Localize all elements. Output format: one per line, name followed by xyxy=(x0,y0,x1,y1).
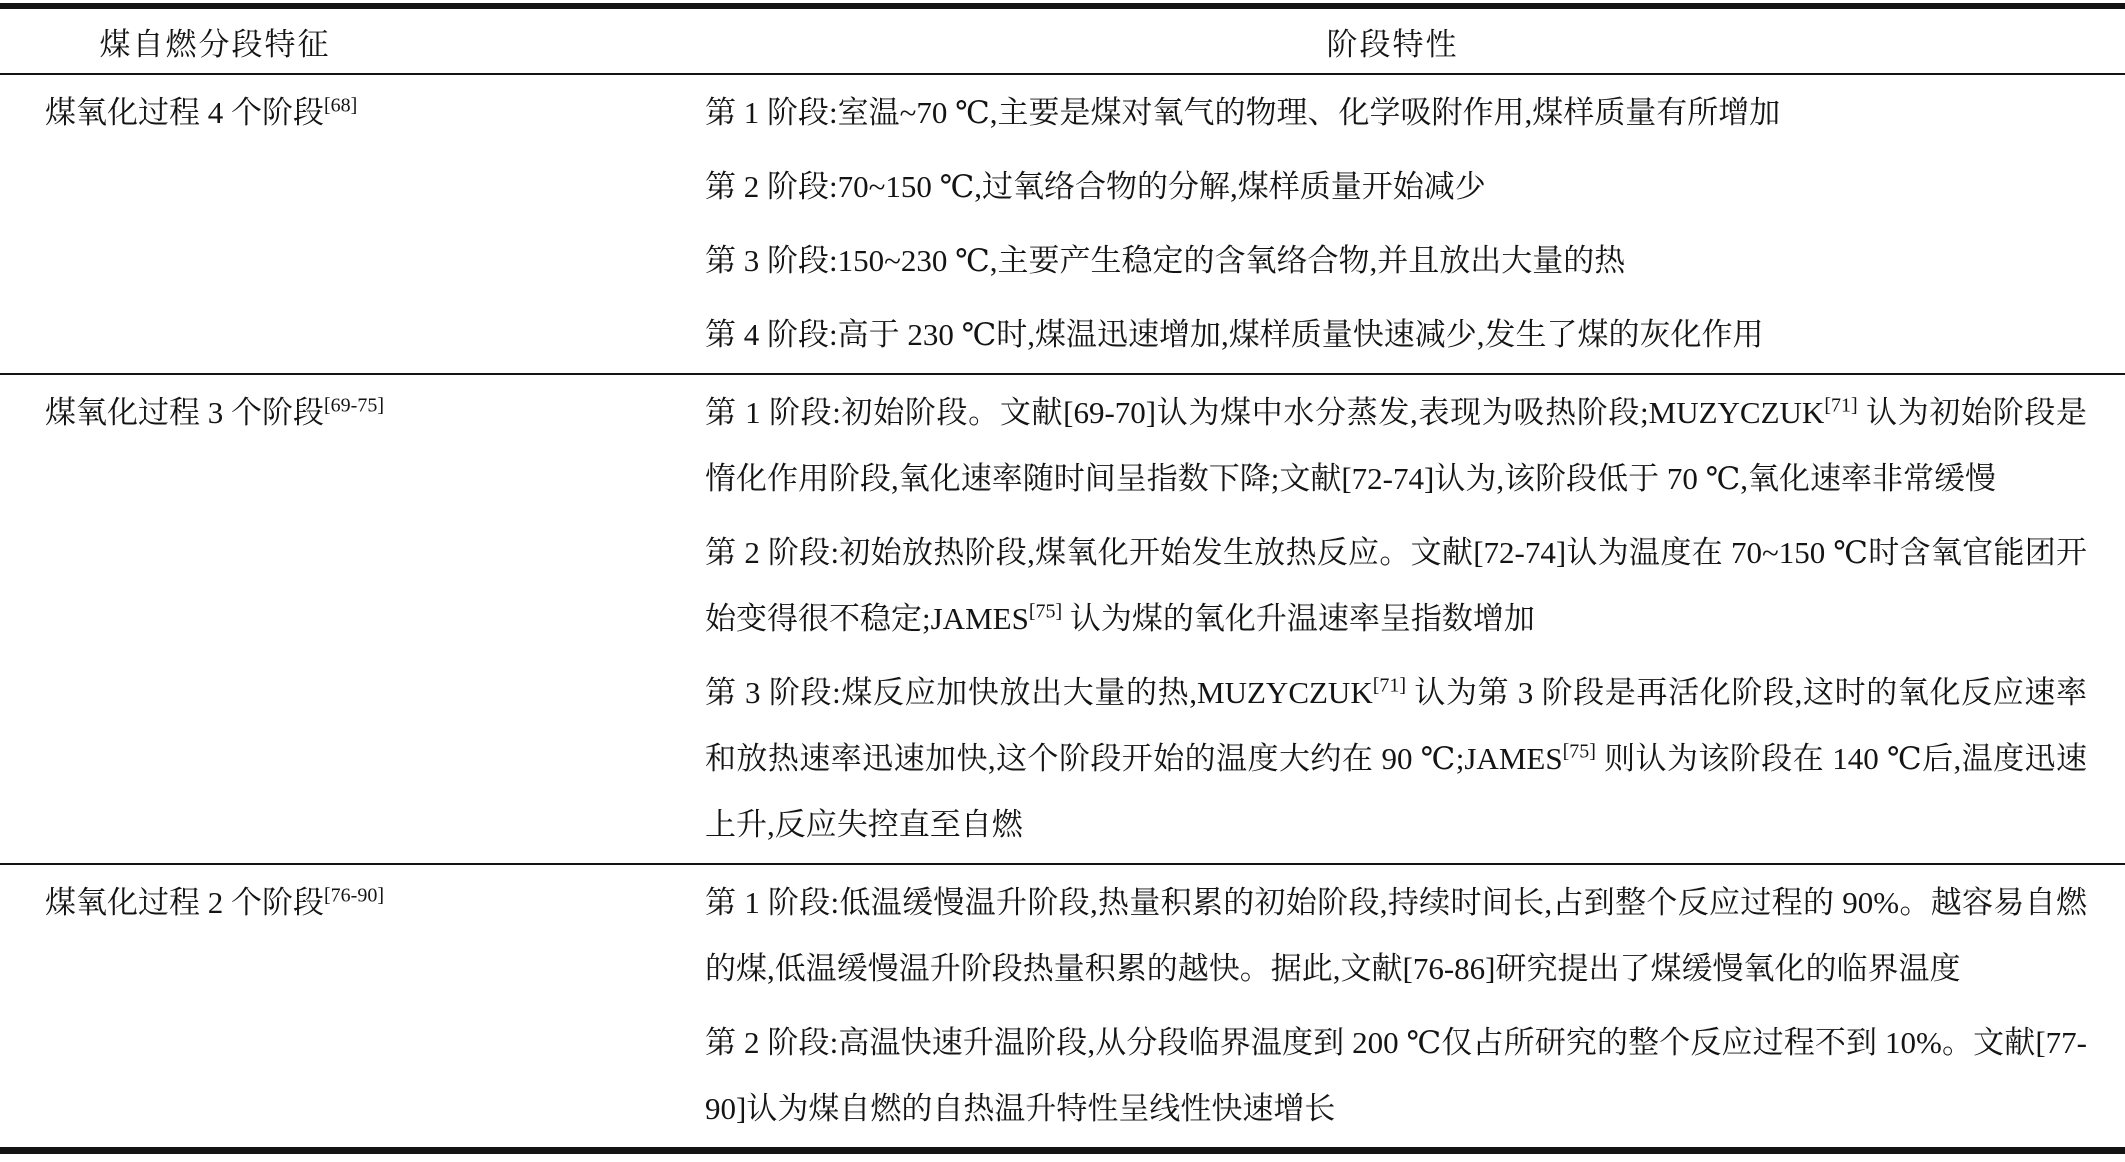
stage-paragraph: 第 1 阶段:室温~70 ℃,主要是煤对氧气的物理、化学吸附作用,煤样质量有所增加 xyxy=(705,95,1781,130)
stage-paragraph: 第 2 阶段:70~150 ℃,过氧络合物的分解,煤样质量开始减少 xyxy=(705,169,1486,204)
header-col-stage-characteristics: 阶段特性 xyxy=(1326,26,1459,62)
row-label xyxy=(0,865,660,1147)
row-stage-descriptions xyxy=(660,75,2125,373)
row-label xyxy=(0,375,660,863)
reference-superscript: [75] xyxy=(1562,740,1596,763)
row-label-text: 煤氧化过程 2 个阶段 xyxy=(45,885,324,920)
stage-paragraph: 第 1 阶段:低温缓慢温升阶段,热量积累的初始阶段,持续时间长,占到整个反应过程的 90%。越容易自燃的煤,低温缓慢温升阶段热量积累的越快。据此,文献[76-86]研究提出了煤缓慢氧化的临界温度 xyxy=(705,885,2087,986)
stage-paragraph: 第 1 阶段:初始阶段。文献[69-70]认为煤中水分蒸发,表现为吸热阶段;MUZYCZUK[71] 认为初始阶段是惰化作用阶段,氧化速率随时间呈指数下降;文献[72-74]认为,该阶段低于 70 ℃,氧化速率非常缓慢 xyxy=(705,394,2088,496)
table-header-row xyxy=(0,9,2125,75)
stage-paragraph: 第 3 阶段:150~230 ℃,主要产生稳定的含氧络合物,并且放出大量的热 xyxy=(705,243,1626,278)
stage-paragraph: 第 2 阶段:高温快速升温阶段,从分段临界温度到 200 ℃仅占所研究的整个反应过程不到 10%。文献[77-90]认为煤自燃的自热温升特性呈线性快速增长 xyxy=(705,1025,2087,1126)
header-col-stage-feature: 煤自燃分段特征 xyxy=(99,26,331,62)
stage-paragraph: 第 3 阶段:煤反应加快放出大量的热,MUZYCZUK[71] 认为第 3 阶段是再活化阶段,这时的氧化反应速率和放热速率迅速加快,这个阶段开始的温度大约在 90 ℃;JAMES[75] 则认为该阶段在 140 ℃后,温度迅速上升,反应失控直至自燃 xyxy=(705,674,2088,842)
reference-superscript: [75] xyxy=(1028,600,1063,623)
stage-paragraph: 第 2 阶段:初始放热阶段,煤氧化开始发生放热反应。文献[72-74]认为温度在 70~150 ℃时含氧官能团开始变得很不稳定;JAMES[75] 认为煤的氧化升温速率呈指数增加 xyxy=(705,535,2087,636)
row-label-reference-superscript: [68] xyxy=(324,94,358,117)
row-stage-descriptions xyxy=(660,375,2125,863)
row-label-reference-superscript: [76-90] xyxy=(324,884,384,907)
coal-spontaneous-combustion-stages-table xyxy=(0,3,2125,1154)
row-label-text: 煤氧化过程 3 个阶段 xyxy=(45,395,324,430)
reference-superscript: [71] xyxy=(1824,394,1858,417)
table-row xyxy=(0,75,2125,375)
row-label-reference-superscript: [69-75] xyxy=(324,394,384,417)
reference-superscript: [71] xyxy=(1372,674,1407,697)
stage-paragraph: 第 4 阶段:高于 230 ℃时,煤温迅速增加,煤样质量快速减少,发生了煤的灰化作用 xyxy=(705,317,1764,352)
row-stage-descriptions xyxy=(660,865,2125,1147)
row-label-text: 煤氧化过程 4 个阶段 xyxy=(45,95,324,130)
table-row xyxy=(0,865,2125,1147)
table-row xyxy=(0,375,2125,865)
row-label xyxy=(0,75,660,373)
